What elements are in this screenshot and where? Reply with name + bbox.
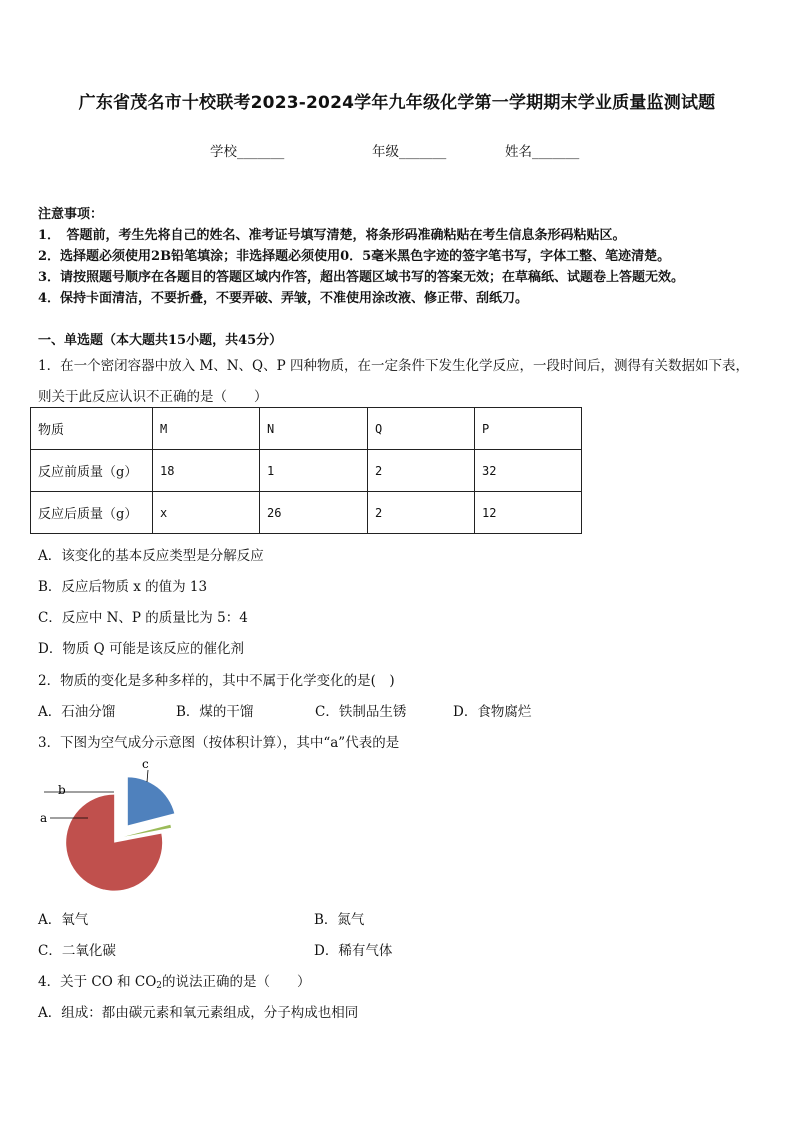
q4-stem-subscript: 2 xyxy=(156,981,162,991)
q1-stem: 1．在一个密闭容器中放入 M、N、Q、P 四种物质，在一定条件下发生化学反应，一段时间后，测得有关数据如下表， xyxy=(38,358,749,374)
table-cell: 物质 xyxy=(31,408,153,450)
pie-label-c: c xyxy=(142,757,149,771)
table-cell: 2 xyxy=(368,492,475,534)
q4-stem-pre: 4．关于 CO 和 CO xyxy=(38,974,157,990)
table-row xyxy=(31,408,582,450)
table-cell: N xyxy=(260,408,368,450)
table-cell: x xyxy=(153,492,260,534)
table-cell: 1 xyxy=(260,450,368,492)
notice-heading: 注意事项： xyxy=(38,207,104,222)
notice-item: 4．保持卡面清洁，不要折叠，不要弄破、弄皱，不准使用涂改液、修正带、刮纸刀。 xyxy=(38,291,529,306)
q1-option-b: B．反应后物质 x 的值为 13 xyxy=(38,579,208,595)
q3-option-d: D．稀有气体 xyxy=(314,943,393,959)
q1-option-d: D．物质 Q 可能是该反应的催化剂 xyxy=(38,641,244,657)
q2-option-a: A．石油分馏 xyxy=(38,704,116,720)
q2-option-d: D．食物腐烂 xyxy=(453,704,532,720)
table-cell: 32 xyxy=(475,450,582,492)
table-cell: M xyxy=(153,408,260,450)
q4-stem-post: 的说法正确的是（ ） xyxy=(162,974,311,990)
q2-stem: 2．物质的变化是多种多样的，其中不属于化学变化的是( ) xyxy=(38,673,395,689)
q2-option-c: C．铁制品生锈 xyxy=(315,704,407,720)
q3-option-b: B．氮气 xyxy=(314,912,365,928)
q1-data-table xyxy=(30,407,582,534)
page-title: 广东省茂名市十校联考2023-2024学年九年级化学第一学期期末学业质量监测试题 xyxy=(78,93,716,113)
leader-line-c xyxy=(147,770,148,782)
q4-option-a: A．组成：都由碳元素和氧元素组成，分子构成也相同 xyxy=(38,1005,359,1021)
q1-option-c: C．反应中 N、P 的质量比为 5：4 xyxy=(38,610,248,626)
table-cell: 2 xyxy=(368,450,475,492)
q1-option-a: A．该变化的基本反应类型是分解反应 xyxy=(38,548,264,564)
air-composition-pie-chart xyxy=(30,752,190,902)
notice-item: 1． 答题前，考生先将自己的姓名、准考证号填写清楚，将条形码准确粘贴在考生信息条形码粘贴区。 xyxy=(38,228,626,243)
table-cell: 26 xyxy=(260,492,368,534)
table-row xyxy=(31,492,582,534)
notice-item: 3．请按照题号顺序在各题目的答题区域内作答，超出答题区域书写的答案无效；在草稿纸、试题卷上答题无效。 xyxy=(38,270,685,285)
q3-stem: 3．下图为空气成分示意图（按体积计算），其中“a”代表的是 xyxy=(38,735,400,751)
section-heading: 一、单选题（本大题共15小题，共45分） xyxy=(38,333,283,348)
table-cell: Q xyxy=(368,408,475,450)
grade-field: 年级_______ xyxy=(372,144,447,160)
table-cell: 反应前质量（g） xyxy=(31,450,153,492)
pie-label-b: b xyxy=(58,783,66,797)
table-row xyxy=(31,450,582,492)
q1-stem-cont: 则关于此反应认识不正确的是（ ） xyxy=(38,389,268,405)
pie-label-a: a xyxy=(40,811,48,825)
q3-option-a: A．氧气 xyxy=(38,912,89,928)
school-field: 学校_______ xyxy=(210,144,285,160)
table-cell: P xyxy=(475,408,582,450)
q2-option-b: B．煤的干馏 xyxy=(176,704,254,720)
q4-stem xyxy=(38,970,311,991)
table-cell: 反应后质量（g） xyxy=(31,492,153,534)
notice-item: 2．选择题必须使用2B铅笔填涂；非选择题必须使用0．5毫米黑色字迹的签字笔书写，字体工整、笔迹清楚。 xyxy=(38,249,671,264)
pie-slice-b xyxy=(124,825,171,837)
q3-option-c: C．二氧化碳 xyxy=(38,943,116,959)
table-cell: 12 xyxy=(475,492,582,534)
table-cell: 18 xyxy=(153,450,260,492)
pie-slice-c xyxy=(128,777,174,825)
name-field: 姓名_______ xyxy=(505,144,580,160)
